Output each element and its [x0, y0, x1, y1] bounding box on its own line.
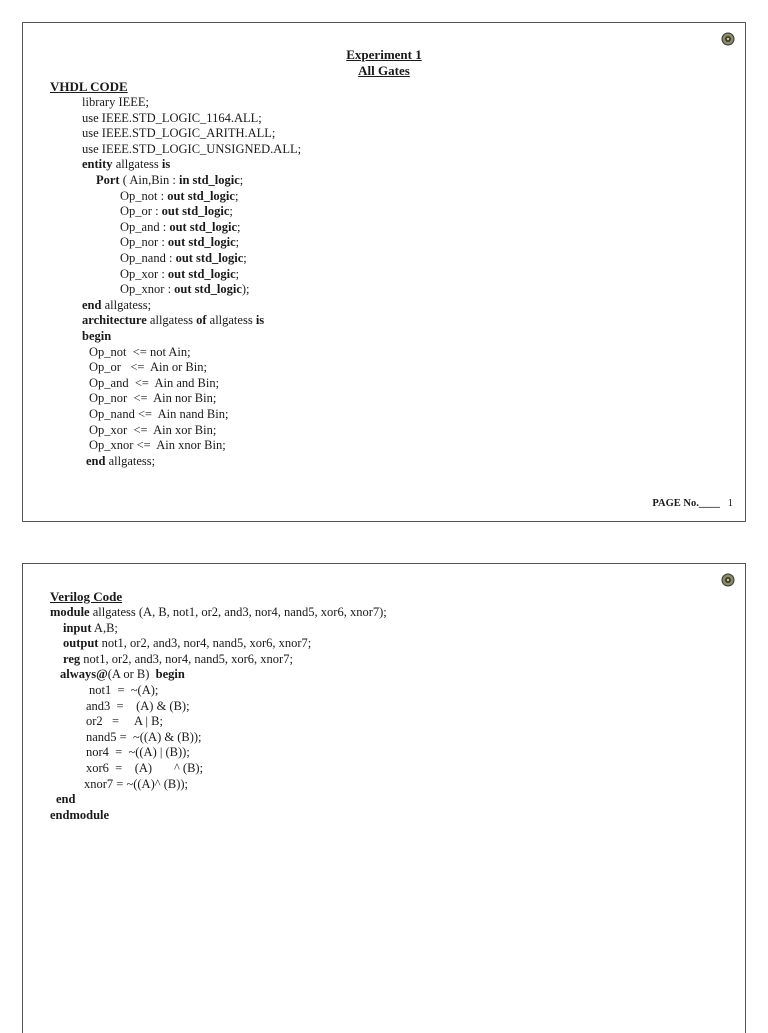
code-text: ( Ain,Bin : — [119, 173, 179, 187]
keyword: always@ — [60, 667, 108, 682]
document-page-2 — [22, 563, 746, 1033]
code-text: not1, or2, and3, nor4, nand5, xor6, xnor7; — [98, 636, 312, 651]
code-text: A,B; — [91, 620, 118, 635]
keyword: architecture — [82, 313, 147, 328]
code-text: (A or B) — [107, 667, 156, 682]
code-line — [82, 298, 151, 314]
document-page-1 — [22, 22, 746, 522]
code-line: xnor7 = ~((A)^ (B)); — [84, 776, 189, 791]
port-line — [120, 204, 233, 220]
code-text: allgatess (A, B, not1, or2, and3, nor4, nand5, xor6, xnor7); — [89, 605, 387, 619]
vhdl-heading: VHDL CODE — [50, 79, 128, 94]
keyword: end — [86, 453, 106, 468]
code-line: or2 = A | B; — [86, 714, 163, 729]
code-line: use IEEE.STD_LOGIC_ARITH.ALL; — [82, 126, 276, 141]
code-line: Op_and <= Ain and Bin; — [89, 375, 220, 390]
keyword: end — [56, 792, 76, 807]
port-name: Op_or : — [120, 204, 162, 219]
page-number-footer — [652, 498, 733, 509]
port-line — [120, 267, 239, 283]
keyword: out std_logic — [169, 219, 238, 234]
keyword: end — [82, 297, 102, 312]
code-text: allgatess — [206, 313, 256, 328]
emblem-icon — [721, 32, 735, 46]
port-line — [120, 235, 239, 251]
page-number-label: PAGE No.____ — [652, 498, 720, 509]
code-text: allgatess; — [105, 453, 156, 468]
experiment-title: Experiment 1 — [346, 47, 422, 62]
code-line: and3 = (A) & (B); — [86, 698, 190, 713]
port-name: Op_xor : — [120, 266, 168, 281]
port-name: Op_xnor : — [120, 282, 175, 297]
port-name: Op_and : — [120, 219, 170, 234]
keyword: is — [161, 157, 171, 172]
emblem-icon — [721, 573, 735, 587]
code-text: allgatess — [112, 157, 162, 172]
code-text: ; — [243, 251, 247, 265]
keyword: output — [63, 636, 99, 651]
keyword: input — [63, 620, 92, 635]
keyword: entity — [82, 157, 113, 172]
keyword: out std_logic — [161, 204, 230, 219]
keyword: module — [50, 605, 90, 619]
code-line — [82, 157, 170, 173]
code-line: Op_or <= Ain or Bin; — [89, 360, 207, 375]
port-name: Op_nor : — [120, 235, 168, 250]
code-line: Op_nor <= Ain nor Bin; — [89, 391, 217, 406]
port-line — [120, 251, 247, 267]
port-line — [120, 220, 241, 236]
keyword: out std_logic — [167, 188, 235, 203]
code-line: Op_xnor <= Ain xnor Bin; — [89, 438, 226, 453]
code-line — [50, 605, 387, 621]
port-line — [120, 282, 250, 298]
keyword: reg — [63, 651, 81, 666]
code-text: allgatess — [146, 313, 197, 328]
keyword: of — [196, 313, 207, 328]
code-line — [63, 636, 311, 652]
code-text: ; — [239, 173, 244, 187]
keyword: Port — [96, 173, 120, 187]
code-line: nor4 = ~((A) | (B)); — [86, 745, 190, 760]
keyword: out std_logic — [175, 251, 244, 265]
code-text: ; — [234, 188, 239, 203]
keyword: out std_logic — [167, 235, 236, 250]
code-line — [82, 313, 264, 329]
keyword: endmodule — [50, 807, 110, 822]
code-text: ); — [241, 282, 250, 297]
code-line: Op_xor <= Ain xor Bin; — [89, 422, 217, 437]
page-number: 1 — [727, 498, 733, 509]
keyword: in std_logic — [179, 173, 240, 187]
code-line: not1 = ~(A); — [89, 683, 159, 697]
keyword: is — [255, 313, 265, 328]
keyword: begin — [82, 329, 112, 343]
code-line: use IEEE.STD_LOGIC_1164.ALL; — [82, 110, 262, 125]
keyword: out std_logic — [174, 282, 242, 297]
verilog-heading: Verilog Code — [50, 589, 123, 604]
code-line: nand5 = ~((A) & (B)); — [86, 729, 202, 744]
code-text: ; — [235, 235, 240, 250]
code-line: Op_not <= not Ain; — [89, 344, 191, 359]
code-line: Op_nand <= Ain nand Bin; — [89, 407, 229, 421]
code-line — [63, 652, 293, 668]
code-line — [96, 173, 243, 189]
code-text: allgatess; — [101, 297, 152, 312]
code-line: use IEEE.STD_LOGIC_UNSIGNED.ALL; — [82, 141, 302, 156]
code-line — [86, 454, 155, 470]
port-name: Op_not : — [120, 188, 168, 203]
code-text: ; — [237, 219, 241, 234]
code-text: ; — [229, 204, 233, 219]
port-line — [120, 189, 238, 205]
code-line — [60, 667, 185, 683]
code-text: not1, or2, and3, nor4, nand5, xor6, xnor7; — [80, 651, 293, 666]
code-text: ; — [235, 266, 240, 281]
code-line: library IEEE; — [82, 95, 149, 109]
keyword: begin — [155, 667, 185, 682]
code-line — [63, 621, 118, 637]
experiment-subtitle: All Gates — [358, 63, 410, 78]
port-name: Op_nand : — [120, 251, 176, 265]
keyword: out std_logic — [167, 266, 236, 281]
code-line: xor6 = (A) ^ (B); — [86, 761, 204, 775]
